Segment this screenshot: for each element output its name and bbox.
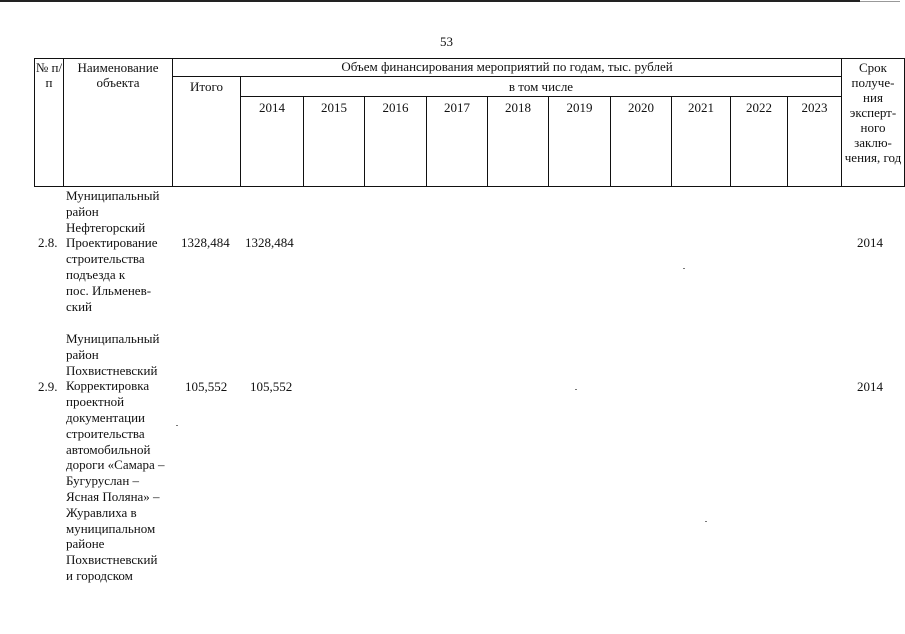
header-col-funding	[173, 59, 842, 77]
row-2-9-2014: 105,552	[250, 379, 293, 394]
row-2-8-number: 2.8.	[38, 235, 58, 250]
row-2-9-name	[66, 331, 165, 584]
name-line: документации	[66, 409, 146, 425]
header-col-name	[64, 59, 173, 187]
header-col-including-text: в том числе	[508, 79, 574, 94]
top-border-line-faint	[860, 1, 900, 2]
scan-speck	[176, 425, 178, 426]
header-col-total	[173, 77, 241, 187]
header-year-label: 2015	[321, 100, 347, 115]
name-line: Проектирование	[66, 235, 158, 251]
header-year-label: 2021	[688, 100, 714, 115]
header-year-label: 2022	[746, 100, 772, 115]
header-year-2016	[365, 97, 427, 187]
header-col-name-text: Наименование объекта	[77, 60, 159, 90]
header-year-label: 2023	[801, 100, 828, 115]
name-line: район	[66, 203, 99, 219]
header-year-2022	[731, 97, 788, 187]
name-line: муниципальном	[66, 520, 156, 536]
header-col-including	[241, 77, 842, 97]
header-year-2018	[488, 97, 549, 187]
header-col-number	[35, 59, 64, 187]
name-line: Похвистневский	[66, 362, 158, 378]
header-year-2019	[549, 97, 611, 187]
name-line: проектной	[66, 394, 125, 410]
name-line: подъезда к	[66, 266, 126, 282]
name-line: район	[66, 346, 99, 362]
name-line: Журавлиха в	[66, 504, 137, 520]
row-2-9-term: 2014	[857, 379, 883, 394]
header-year-2017	[427, 97, 488, 187]
name-line: Ясная Поляна» –	[66, 488, 160, 504]
name-line: Нефтегорский	[66, 219, 146, 235]
header-year-label: 2017	[444, 100, 470, 115]
header-year-label: 2016	[382, 100, 409, 115]
header-col-funding-text: Объем финансирования мероприятий по годам, тыс. рублей	[341, 59, 673, 74]
name-line: строительства	[66, 251, 145, 267]
scan-speck	[683, 268, 685, 269]
top-border-line	[0, 0, 860, 2]
header-col-term	[842, 59, 905, 187]
financing-table-header	[34, 58, 905, 187]
header-year-2021	[672, 97, 731, 187]
name-line: районе	[66, 536, 105, 552]
name-line: строительства	[66, 425, 145, 441]
header-year-label: 2019	[566, 100, 593, 115]
row-2-8-total: 1328,484	[181, 235, 230, 250]
row-2-9-total: 105,552	[185, 379, 228, 394]
name-line: Бугуруслан –	[66, 473, 140, 489]
row-2-8-name	[66, 188, 159, 314]
header-year-2015	[304, 97, 365, 187]
name-line: автомобильной	[66, 441, 151, 457]
scan-speck	[705, 521, 707, 522]
header-col-number-text: № п/п	[35, 60, 63, 90]
page-number: 53	[440, 34, 453, 49]
name-line: Муниципальный	[66, 188, 160, 203]
header-year-label: 2018	[505, 100, 531, 115]
name-line: пос. Ильменев-	[66, 282, 152, 298]
name-line: Муниципальный	[66, 331, 160, 346]
header-year-2014	[241, 97, 304, 187]
header-year-label: 2020	[628, 100, 654, 115]
row-2-8-term: 2014	[857, 235, 883, 250]
header-year-2023	[788, 97, 842, 187]
header-year-label: 2014	[259, 100, 285, 115]
scan-speck	[575, 389, 577, 390]
header-year-2020	[611, 97, 672, 187]
row-2-8-2014: 1328,484	[245, 235, 294, 250]
name-line: и городском	[66, 567, 133, 583]
name-line: ский	[66, 298, 92, 314]
name-line: Корректировка	[66, 378, 150, 394]
row-2-9-number: 2.9.	[38, 379, 58, 394]
name-line: дороги «Самара –	[66, 457, 165, 473]
name-line: Похвистневский	[66, 552, 158, 568]
header-col-term-text: Срок получе-ния эксперт-ного заклю-чения, год	[844, 60, 902, 165]
header-col-total-text: Итого	[190, 79, 223, 94]
